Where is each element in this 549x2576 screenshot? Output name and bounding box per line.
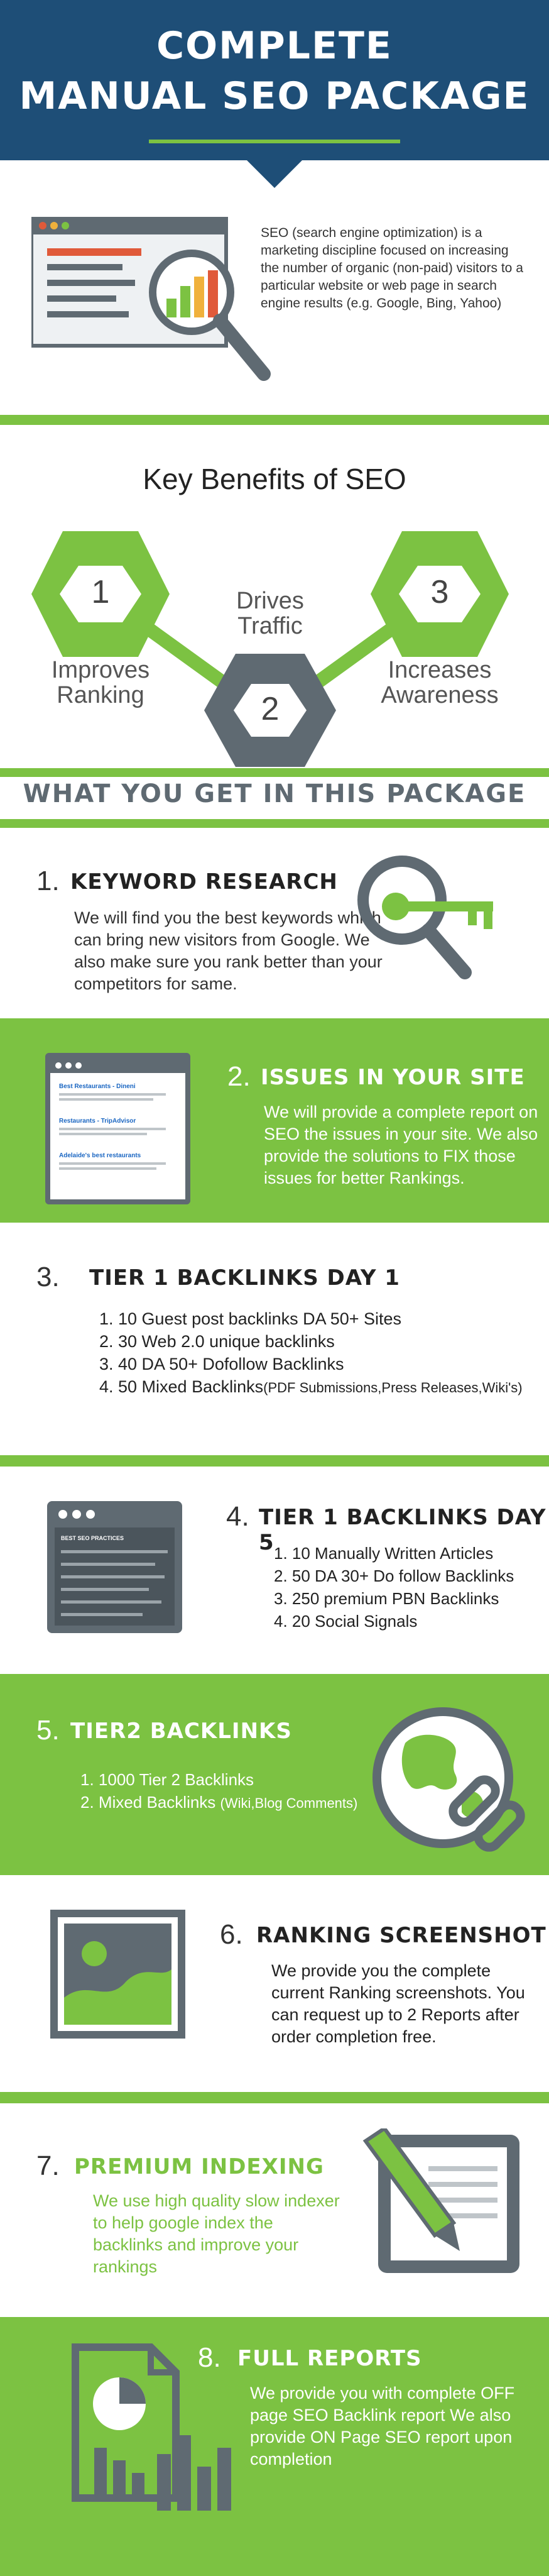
divider-stripe-3 <box>0 2092 549 2103</box>
browser-titlebar <box>50 1058 185 1073</box>
package-banner-bottom <box>0 819 549 828</box>
section-8-title: FULL REPORTS <box>237 2346 422 2371</box>
section-6-number: 6. <box>220 1919 243 1950</box>
section-7-number: 7. <box>36 2150 60 2181</box>
section-3-list <box>99 1307 539 1399</box>
result-link-2: Restaurants - TripAdvisor <box>59 1118 136 1125</box>
header-banner <box>0 0 549 160</box>
mockup-line-1 <box>61 1550 168 1553</box>
section-3-item-1: 1. 10 Guest post backlinks DA 50+ Sites <box>99 1309 402 1328</box>
benefits-diagram <box>0 522 549 773</box>
section-2 <box>0 1018 549 1223</box>
divider-stripe-2 <box>0 1455 549 1467</box>
section-1-number: 1. <box>36 866 60 896</box>
browser-magnifier-illustration <box>31 217 276 399</box>
result-snippet-1 <box>59 1093 166 1096</box>
header-title-line2: MANUAL SEO PACKAGE <box>19 74 530 118</box>
benefit-3-number: 3 <box>430 574 449 610</box>
seo-practices-mockup <box>47 1501 182 1633</box>
section-1-title: KEYWORD RESEARCH <box>70 869 338 894</box>
section-3-item-4-note: (PDF Submissions,Press Releases,Wiki's) <box>263 1380 523 1395</box>
globe-link-icon <box>361 1699 531 1856</box>
result-snippet-1b <box>59 1098 153 1101</box>
section-6 <box>0 1875 549 2092</box>
section-2-number: 2. <box>227 1061 251 1092</box>
section-6-title: RANKING SCREENSHOT <box>256 1923 546 1948</box>
mockup-dot-2 <box>72 1510 81 1519</box>
section-3 <box>0 1223 549 1443</box>
section-3-item-4 <box>99 1375 539 1399</box>
section-5-item-2 <box>80 1791 394 1815</box>
section-8-number: 8. <box>198 2342 221 2373</box>
section-4-number: 4. <box>226 1501 249 1532</box>
header-title-line1: COMPLETE <box>156 24 393 68</box>
section-6-text: We provide you the complete current Ranking screenshots. You can request up to 2 Reports after order completion free. <box>271 1961 525 2046</box>
section-5-list <box>80 1768 394 1815</box>
section-4 <box>0 1467 549 1674</box>
divider-stripe <box>0 415 549 425</box>
section-4-item-1: 1. 10 Manually Written Articles <box>274 1544 494 1563</box>
mockup-line-2 <box>61 1563 155 1566</box>
section-8 <box>0 2317 549 2576</box>
result-snippet-2b <box>59 1133 147 1135</box>
document-pen-icon <box>359 2128 529 2279</box>
browser-dot-2 <box>65 1062 72 1069</box>
browser-dot-3 <box>75 1062 82 1069</box>
result-link-1: Best Restaurants - Dineni <box>59 1083 136 1090</box>
section-5-number: 5. <box>36 1715 60 1746</box>
result-snippet-3 <box>59 1162 166 1165</box>
mockup-line-3 <box>61 1575 165 1578</box>
result-snippet-3b <box>59 1167 156 1170</box>
section-1 <box>0 828 549 1016</box>
section-3-item-4-text: 4. 50 Mixed Backlinks <box>99 1377 264 1396</box>
section-4-title: TIER 1 BACKLINKS DAY 5 <box>259 1505 546 1555</box>
section-7-title: PREMIUM INDEXING <box>74 2154 324 2179</box>
section-4-item-2: 2. 50 DA 30+ Do follow Backlinks <box>274 1566 514 1585</box>
benefit-3-label-1: Increases <box>388 657 492 683</box>
benefit-2-number: 2 <box>261 691 280 727</box>
result-link-3: Adelaide's best restaurants <box>59 1152 141 1159</box>
benefit-3-label-2: Awareness <box>381 682 499 708</box>
mockup-line-4 <box>61 1588 149 1591</box>
section-3-item-2: 2. 30 Web 2.0 unique backlinks <box>99 1332 335 1351</box>
mockup-dot-1 <box>58 1510 67 1519</box>
browser-dot-1 <box>55 1062 62 1069</box>
header-underline <box>149 140 400 143</box>
mockup-line-5 <box>61 1600 161 1604</box>
section-7-text: We use high quality slow indexer to help google index the backlinks and improve your rankings <box>93 2191 340 2276</box>
package-banner: WHAT YOU GET IN THIS PACKAGE <box>23 779 526 808</box>
browser-results-mockup <box>45 1053 190 1204</box>
section-4-item-4: 4. 20 Social Signals <box>274 1612 418 1631</box>
result-snippet-2 <box>59 1128 166 1130</box>
mockup-dot-3 <box>86 1510 95 1519</box>
section-2-text: We will provide a complete report on SEO the issues in your site. We also provide the solutions to FIX those issues for better Rankings. <box>264 1103 538 1187</box>
package-banner-top <box>0 768 549 777</box>
key-search-icon <box>352 850 534 1007</box>
section-4-list <box>274 1542 544 1632</box>
section-3-number: 3. <box>36 1262 60 1292</box>
benefit-1-label-2: Ranking <box>57 682 144 708</box>
section-3-item-3: 3. 40 DA 50+ Dofollow Backlinks <box>99 1355 344 1373</box>
section-5-item-2-text: 2. Mixed Backlinks <box>80 1793 216 1812</box>
section-4-item-3: 3. 250 premium PBN Backlinks <box>274 1589 499 1608</box>
section-3-title: TIER 1 BACKLINKS DAY 1 <box>89 1265 400 1291</box>
section-5-item-1: 1. 1000 Tier 2 Backlinks <box>80 1770 254 1789</box>
section-2-title: ISSUES IN YOUR SITE <box>261 1065 525 1090</box>
section-5-item-2-note: (Wiki,Blog Comments) <box>220 1795 358 1811</box>
benefit-2-label-1: Drives <box>236 588 304 614</box>
benefits-title: Key Benefits of SEO <box>143 463 406 495</box>
header-pointer <box>247 160 302 188</box>
mockup-line-6 <box>61 1613 143 1616</box>
section-1-text: We will find you the best keywords which can bring new visitors from Google. We also make sure you rank better than your competitors for same. <box>74 908 383 993</box>
section-7 <box>0 2103 549 2317</box>
benefit-2-label-2: Traffic <box>237 613 303 639</box>
section-5-title: TIER2 BACKLINKS <box>70 1719 292 1744</box>
section-5 <box>0 1674 549 1875</box>
section-8-text: We provide you with complete OFF page SEO Backlink report We also provide ON Page SEO report upon completion <box>250 2384 515 2469</box>
intro-text: SEO (search engine optimization) is a marketing discipline focused on increasing the number of organic (non-paid) visitors to a particular website or web page in search engine results (e.g. Google, Bing, Yahoo) <box>261 226 523 311</box>
mockup-label: BEST SEO PRACTICES <box>61 1535 124 1541</box>
benefit-1-number: 1 <box>91 574 110 610</box>
image-icon <box>50 1910 185 2039</box>
benefit-1-label-1: Improves <box>51 657 150 683</box>
